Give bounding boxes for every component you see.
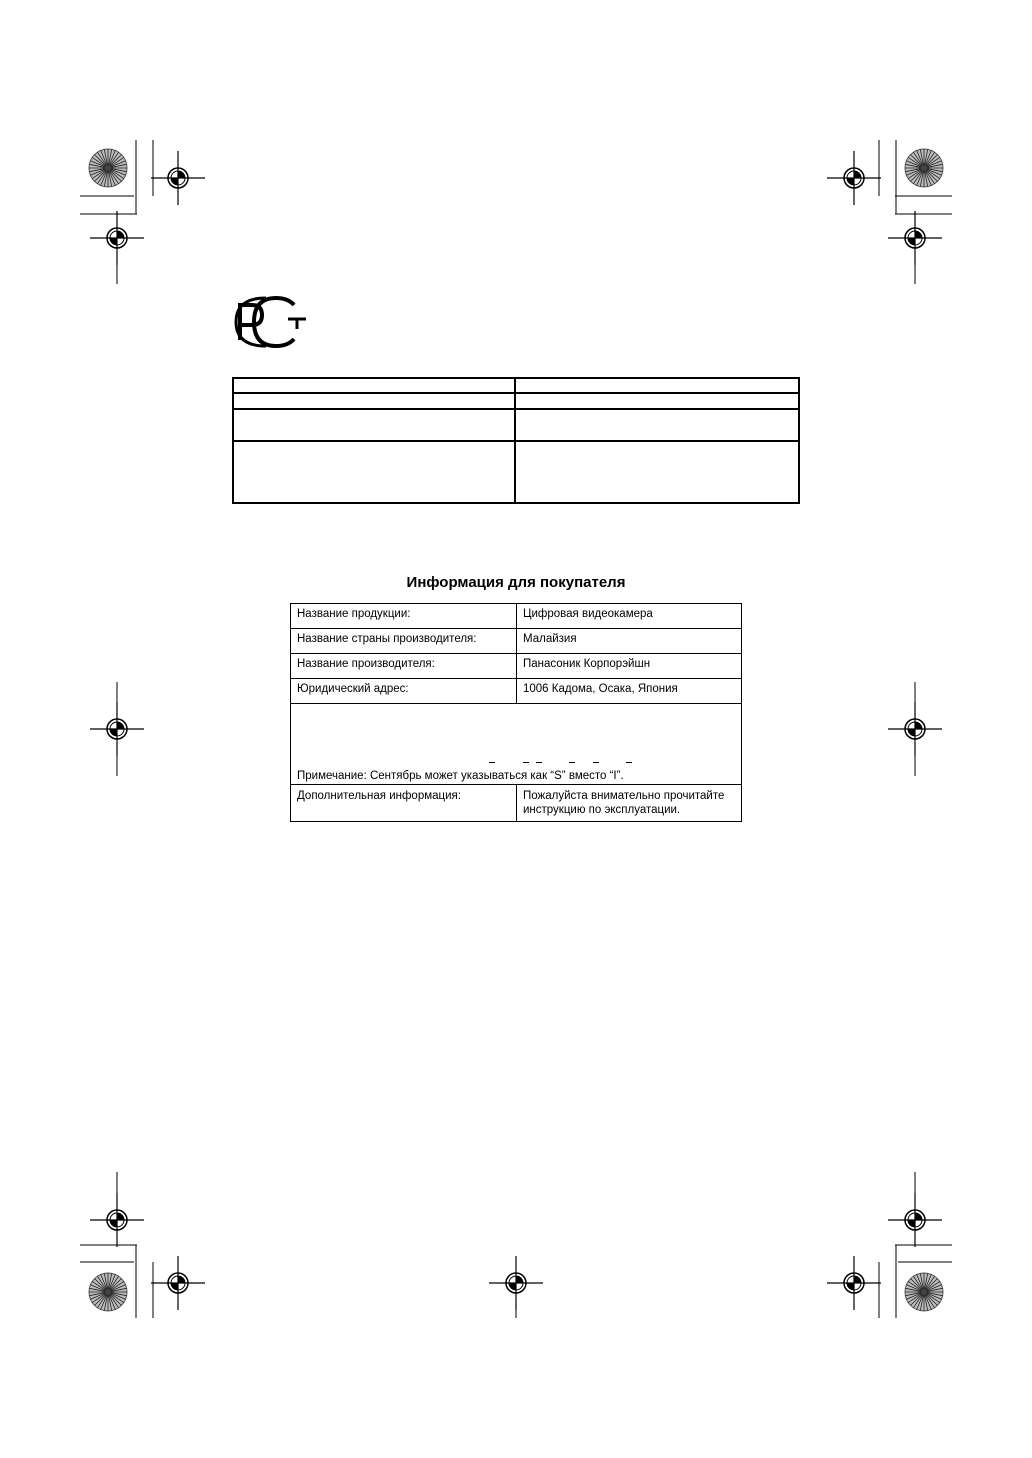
table-row bbox=[291, 604, 742, 629]
table-row bbox=[291, 704, 742, 785]
table-row bbox=[291, 785, 742, 822]
manufacturer-label: Название производителя: bbox=[291, 654, 517, 679]
table-row bbox=[291, 629, 742, 654]
certification-table-row-divider bbox=[232, 392, 800, 394]
country-label: Название страны производителя: bbox=[291, 629, 517, 654]
table-row bbox=[291, 679, 742, 704]
date-code-mark bbox=[523, 762, 529, 763]
certification-table-column-divider bbox=[514, 377, 516, 504]
additional-info-label: Дополнительная информация: bbox=[291, 785, 517, 822]
certification-table-row-divider bbox=[232, 440, 800, 442]
pct-certification-logo bbox=[230, 295, 310, 349]
date-code-mark bbox=[489, 762, 495, 763]
product-name-value: Цифровая видеокамера bbox=[517, 604, 742, 629]
certification-table-row-divider bbox=[232, 408, 800, 410]
date-code-mark bbox=[626, 762, 632, 763]
date-code-marks bbox=[488, 762, 638, 766]
manufacturer-value: Панасоник Корпорэйшн bbox=[517, 654, 742, 679]
date-code-mark bbox=[569, 762, 575, 763]
certification-table bbox=[232, 377, 800, 504]
table-row bbox=[291, 654, 742, 679]
product-name-label: Название продукции: bbox=[291, 604, 517, 629]
additional-info-value: Пожалуйста внимательно прочитайте инструкцию по эксплуатации. bbox=[517, 785, 742, 822]
country-value: Малайзия bbox=[517, 629, 742, 654]
date-code-mark bbox=[593, 762, 599, 763]
date-code-mark bbox=[536, 762, 542, 763]
legal-address-label: Юридический адрес: bbox=[291, 679, 517, 704]
buyer-info-table bbox=[290, 603, 742, 822]
note-text: Примечание: Сентябрь может указываться как “S” вместо “I”. bbox=[291, 704, 742, 785]
info-title: Информация для покупателя bbox=[406, 574, 626, 591]
legal-address-value: 1006 Кадома, Осака, Япония bbox=[517, 679, 742, 704]
